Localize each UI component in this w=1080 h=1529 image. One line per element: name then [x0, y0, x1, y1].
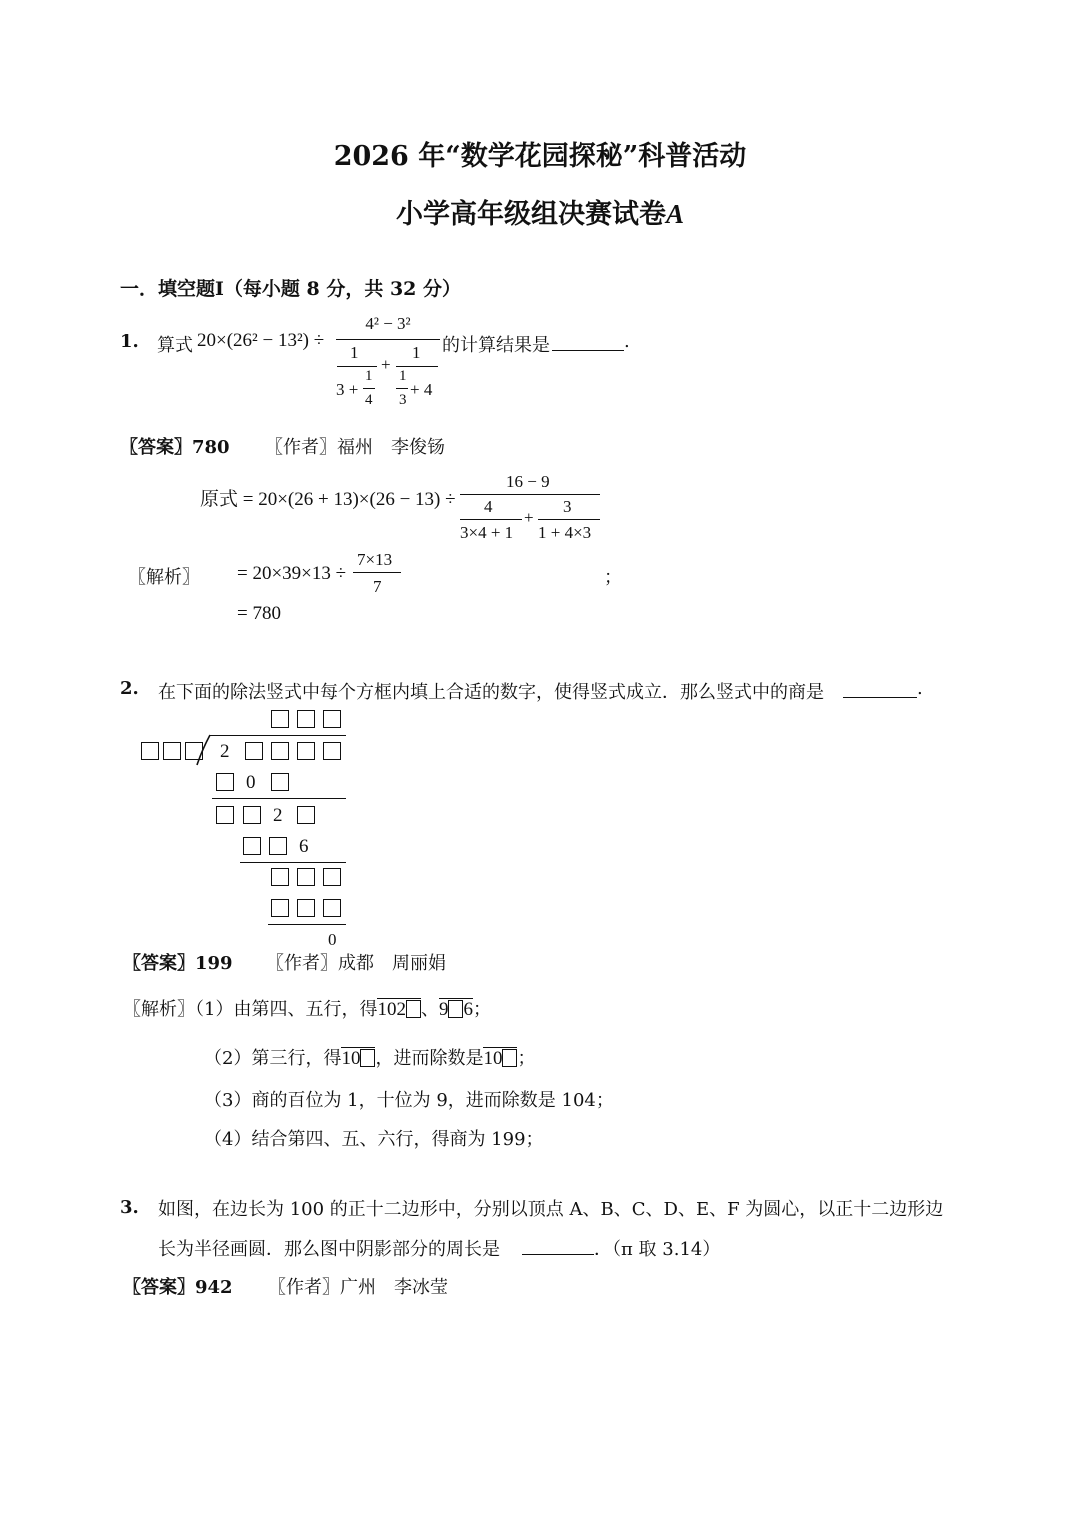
- q2-answer-blank: [843, 697, 917, 698]
- page-subtitle: [0, 192, 1080, 231]
- q2-s1-a: （1）由第四、五行，得: [195, 999, 378, 1020]
- row7-box: [271, 899, 289, 917]
- divisor-box: [163, 742, 181, 760]
- quotient-box: [323, 710, 341, 728]
- q2-solution-line1: [123, 995, 491, 1021]
- q1-plus: +: [381, 355, 391, 374]
- q1-step1-bar: [460, 494, 600, 495]
- row4-box: [243, 806, 261, 824]
- q1-step1-prefix: 原式 = 20×(26 + 13)×(26 − 13) ÷: [200, 489, 456, 510]
- row6-box: [271, 868, 289, 886]
- blank-digit-box: [448, 1000, 463, 1018]
- q2-s2-e: ；: [517, 1048, 536, 1069]
- q3-answer-text: 〖答案〗942: [123, 1277, 233, 1298]
- row7-bar: [268, 924, 346, 925]
- q1-author: 〖作者〗福州 李俊钖: [265, 437, 445, 458]
- q1-step2-num: 7×13: [357, 550, 393, 569]
- row5-digit: 6: [299, 836, 309, 857]
- q1-number: 1.: [120, 331, 139, 352]
- q1-f1-den-a: 3 +: [336, 380, 359, 399]
- q2-s2-a: （2）第三行，得: [204, 1048, 342, 1069]
- q1-main-bar: [336, 339, 440, 340]
- q1-f2-num: 1: [412, 343, 421, 362]
- q3-line2-b: ．（π 取 3.14）: [594, 1239, 721, 1260]
- q2-s2-c: ，进而除数是: [375, 1048, 484, 1069]
- q1-f1-den-num: 1: [365, 368, 373, 384]
- divisor-box: [141, 742, 159, 760]
- q1-f2-den-b: + 4: [410, 380, 433, 399]
- row4-box: [216, 806, 234, 824]
- q1-step2-den: 7: [373, 577, 382, 596]
- q2-s2-overline-1: [341, 1047, 375, 1069]
- row3-box: [216, 773, 234, 791]
- q3-author: 〖作者〗广州 李冰莹: [268, 1277, 448, 1298]
- row4-digit: 2: [273, 805, 283, 826]
- row5-box: [269, 837, 287, 855]
- q2-text: 在下面的除法竖式中每个方框内填上合适的数字，使得竖式成立．那么竖式中的商是: [158, 682, 824, 703]
- q2-s2-overline-2: [483, 1047, 517, 1069]
- row7-box: [323, 899, 341, 917]
- row3-box: [271, 773, 289, 791]
- q1-f1-bar: [337, 366, 377, 367]
- q1-f1-num: 1: [350, 343, 359, 362]
- quotient-box: [297, 710, 315, 728]
- q2-solution-line4: （4）结合第四、五、六行，得商为 199；: [204, 1129, 544, 1150]
- q2-s1-c: 、: [420, 999, 439, 1020]
- q2-s1-e: 6: [463, 999, 473, 1020]
- section-heading: 一．填空题Ⅰ（每小题 8 分，共 32 分）: [120, 278, 462, 300]
- q2-s1-b: 102: [377, 999, 406, 1020]
- q1-expr-left: 20×(26² − 13²) ÷: [197, 330, 325, 351]
- q2-s1-overline-2: [439, 998, 473, 1020]
- row7-box: [297, 899, 315, 917]
- q2-author: 〖作者〗成都 周丽娟: [266, 953, 446, 974]
- row5-bar: [240, 862, 346, 863]
- row5-box: [243, 837, 261, 855]
- row3-digit: 0: [246, 772, 256, 793]
- q1-step2-prefix: = 20×39×13 ÷: [237, 563, 347, 584]
- q2-solution-line2: [204, 1044, 535, 1070]
- q2-s2-d: 10: [483, 1048, 503, 1069]
- q1-step1-f1-den: 3×4 + 1: [460, 523, 514, 542]
- q2-answer: [123, 949, 233, 975]
- q1-answer-text: 〖答案〗780: [120, 437, 230, 458]
- row6-box: [297, 868, 315, 886]
- q1-f2-bar: [396, 366, 438, 367]
- q3-answer-blank: [522, 1254, 594, 1255]
- division-top-bar: [210, 735, 346, 736]
- dividend-box: [245, 742, 263, 760]
- q1-step1-num: 16 − 9: [506, 472, 550, 491]
- subtitle-letter: A: [665, 199, 684, 229]
- page-title: 2026 年“数学花园探秘”科普活动: [333, 141, 747, 172]
- q1-end: .: [624, 331, 630, 352]
- blank-digit-box: [360, 1049, 375, 1067]
- q1-step1-f1-bar: [460, 519, 522, 520]
- blank-digit-box: [502, 1049, 517, 1067]
- q1-answer: [120, 433, 230, 459]
- dividend-box: [297, 742, 315, 760]
- subtitle-text: 小学高年级组决赛试卷: [395, 199, 666, 230]
- q3-line2-a: 长为半径画圆．那么图中阴影部分的周长是: [158, 1239, 500, 1260]
- q1-step2-end: ；: [604, 567, 622, 588]
- q1-step1-f2-bar: [538, 519, 600, 520]
- divisor-box: [185, 742, 203, 760]
- q2-s1-d: 9: [438, 999, 449, 1020]
- q1-solution-label: 〖解析〗: [128, 567, 200, 588]
- q1-step1-f1-num: 4: [484, 497, 493, 516]
- q3-line1: 如图，在边长为 100 的正十二边形中，分别以顶点 A、B、C、D、E、F 为圆心，以正十二边形边: [158, 1199, 944, 1220]
- q1-top-numerator: 4² − 3²: [365, 314, 411, 333]
- q3-answer: [123, 1273, 233, 1299]
- dividend-box: [323, 742, 341, 760]
- q1-answer-blank: [552, 350, 624, 351]
- q2-s2-b: 10: [341, 1048, 361, 1069]
- q2-answer-text: 〖答案〗199: [123, 953, 233, 974]
- remainder-digit: 0: [328, 930, 337, 949]
- q1-f2-den-den: 3: [399, 392, 407, 408]
- q1-prefix: 算式: [157, 335, 193, 356]
- q1-step2-bar: [353, 572, 401, 573]
- q1-suffix: 的计算结果是: [442, 335, 550, 356]
- row3-bar: [212, 798, 346, 799]
- q1-f2-den-num: 1: [399, 368, 407, 384]
- q2-solution-label: 〖解析〗: [123, 999, 195, 1020]
- dividend-digit: 2: [220, 741, 230, 762]
- q2-s1-overline-1: [377, 998, 421, 1020]
- q1-step3: = 780: [237, 603, 281, 624]
- q2-s1-f: ；: [472, 999, 491, 1020]
- q1-f1-den-bar: [363, 388, 375, 389]
- blank-digit-box: [406, 1000, 421, 1018]
- dividend-box: [271, 742, 289, 760]
- q1-step1-plus: +: [524, 508, 534, 527]
- row6-box: [323, 868, 341, 886]
- q2-end: .: [917, 678, 923, 699]
- row4-box: [297, 806, 315, 824]
- q1-step1-f2-num: 3: [563, 497, 572, 516]
- q2-number: 2.: [120, 678, 139, 699]
- q1-step1-f2-den: 1 + 4×3: [538, 523, 592, 542]
- q2-solution-line3: （3）商的百位为 1，十位为 9，进而除数是 104；: [204, 1090, 614, 1111]
- q3-number: 3.: [120, 1197, 139, 1218]
- q1-f2-den-bar: [396, 388, 408, 389]
- quotient-box: [271, 710, 289, 728]
- q1-f1-den-den: 4: [365, 392, 373, 408]
